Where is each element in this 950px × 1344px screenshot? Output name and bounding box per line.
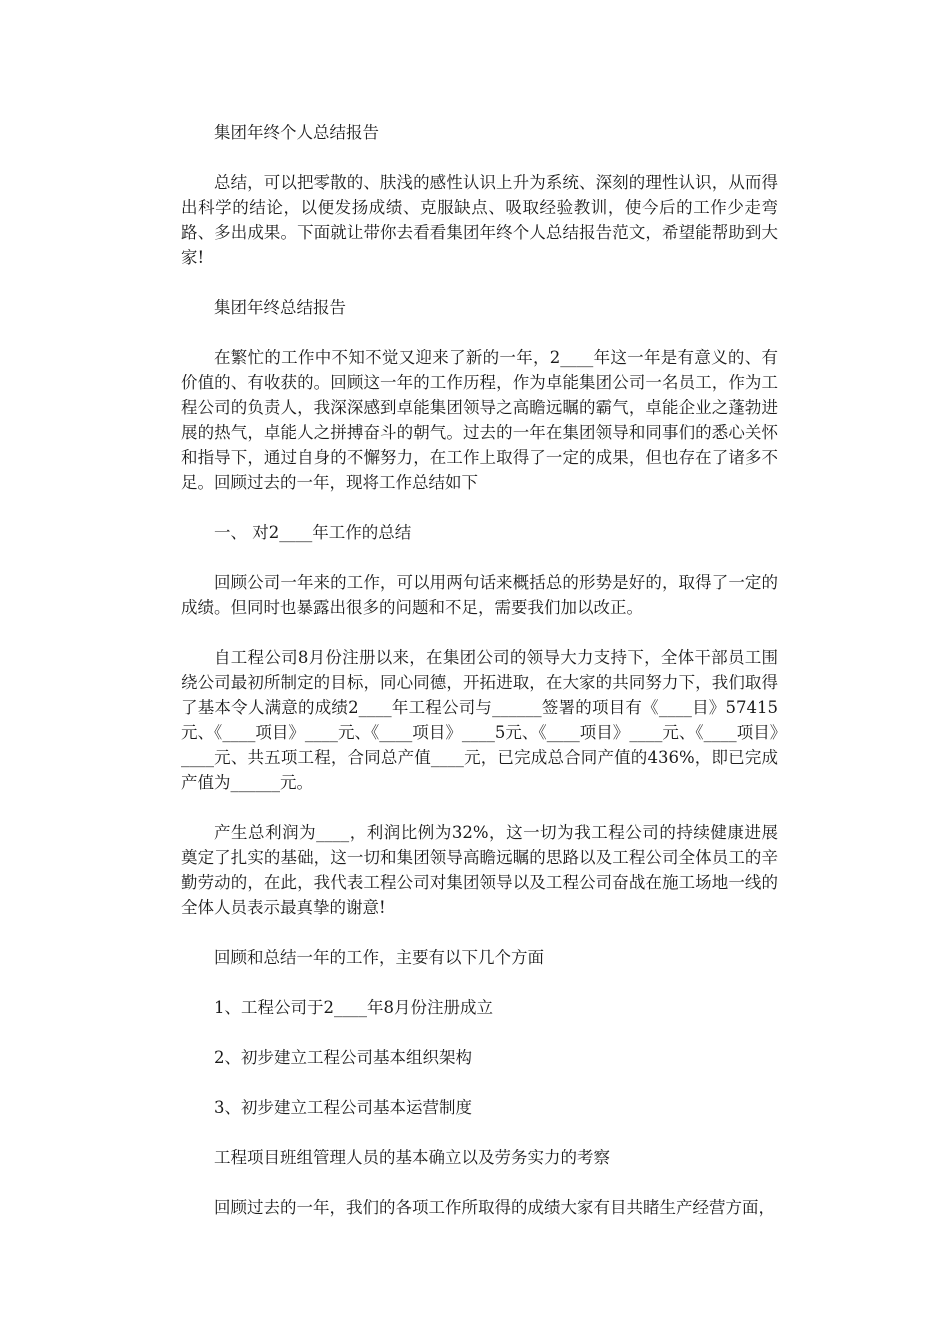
body-paragraph: 在繁忙的工作中不知不觉又迎来了新的一年，2____年这一年是有意义的、有价值的、有收获的。回顾这一年的工作历程，作为卓能集团公司一名员工，作为工程公司的负责人，我深深感到卓能集团领导之高瞻远瞩的霸气，卓能企业之蓬勃进展的热气，卓能人之拼搏奋斗的朝气。过去的一年在集团领导和同事们的悉心关怀和指导下，通过自身的不懈努力，在工作上取得了一定的成果，但也存在了诸多不足。回顾过去的一年，现将工作总结如下 (181, 348, 778, 492)
body-paragraph: 工程项目班组管理人员的基本确立以及劳务实力的考察 (214, 1148, 610, 1167)
intro-paragraph: 总结，可以把零散的、肤浅的感性认识上升为系统、深刻的理性认识，从而得出科学的结论，以便发扬成绩、克服缺点、吸取经验教训，使今后的工作少走弯路、多出成果。下面就让带你去看看集团年终个人总结报告范文，希望能帮助到大家! (181, 173, 778, 267)
body-paragraph: 回顾和总结一年的工作，主要有以下几个方面 (214, 948, 544, 967)
report-subtitle: 集团年终总结报告 (214, 298, 346, 317)
list-item: 2、初步建立工程公司基本组织架构 (214, 1048, 472, 1067)
list-item: 3、初步建立工程公司基本运营制度 (214, 1098, 472, 1117)
document-body (181, 120, 778, 1220)
body-paragraph: 回顾公司一年来的工作，可以用两句话来概括总的形势是好的，取得了一定的成绩。但同时也暴露出很多的问题和不足，需要我们加以改正。 (181, 573, 778, 617)
list-item: 1、工程公司于2____年8月份注册成立 (214, 998, 493, 1017)
section-heading: 一、 对2____年工作的总结 (214, 523, 412, 542)
document-title: 集团年终个人总结报告 (214, 123, 379, 142)
body-paragraph: 自工程公司8月份注册以来，在集团公司的领导大力支持下，全体干部员工围绕公司最初所制定的目标，同心同德，开拓进取，在大家的共同努力下，我们取得了基本令人满意的成绩2____年工程公司与______签署的项目有《____目》57415元、《____项目》____元、《____项目》____5元、《____项目》____元、《____项目》____元、共五项工程，合同总产值____元，已完成总合同产值的436%，即已完成产值为______元。 (181, 648, 778, 792)
body-paragraph: 回顾过去的一年，我们的各项工作所取得的成绩大家有目共睹生产经营方面， (214, 1198, 775, 1217)
body-paragraph: 产生总利润为____，利润比例为32%，这一切为我工程公司的持续健康进展奠定了扎实的基础，这一切和集团领导高瞻远瞩的思路以及工程公司全体员工的辛勤劳动的，在此，我代表工程公司对集团领导以及工程公司奋战在施工场地一线的全体人员表示最真挚的谢意! (181, 823, 778, 917)
